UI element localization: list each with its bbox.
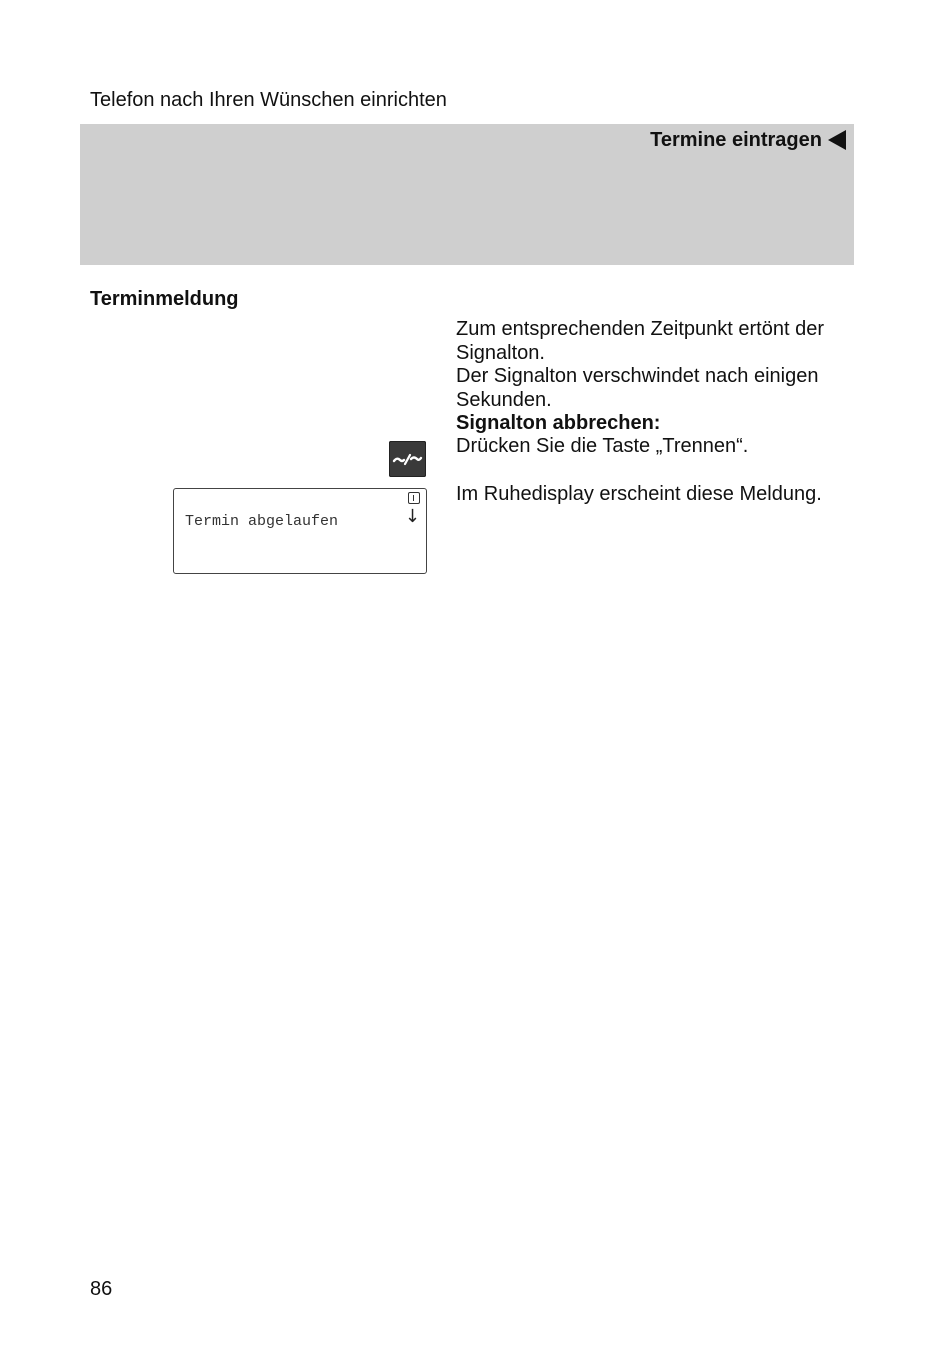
cancel-heading: Signalton abbrechen:: [456, 412, 661, 434]
paragraph-signal-vanishes: Der Signalton verschwindet nach einigen Sekunden.: [456, 365, 819, 411]
display-message: Termin abgelaufen: [185, 513, 339, 530]
page-number: 86: [90, 1278, 113, 1300]
section-title-text: Termine eintragen: [650, 129, 822, 151]
display-note: Im Ruhedisplay erscheint diese Meldung.: [456, 483, 822, 505]
triangle-left-icon: [828, 130, 846, 150]
hangup-symbol: [389, 441, 426, 477]
hangup-key-icon: [389, 441, 426, 477]
section-band: [80, 124, 854, 265]
section-title: [650, 128, 846, 152]
running-header: Telefon nach Ihren Wünschen einrichten: [90, 89, 447, 111]
cancel-instruction: Drücken Sie die Taste „Trennen“.: [456, 435, 749, 457]
info-icon: [408, 492, 420, 504]
arrow-down-icon: ↓: [404, 506, 420, 527]
subheading: Terminmeldung: [90, 288, 239, 310]
idle-display: [173, 488, 427, 574]
paragraph-signal-tone: Zum entsprechenden Zeitpunkt ertönt der Signalton.: [456, 318, 824, 364]
